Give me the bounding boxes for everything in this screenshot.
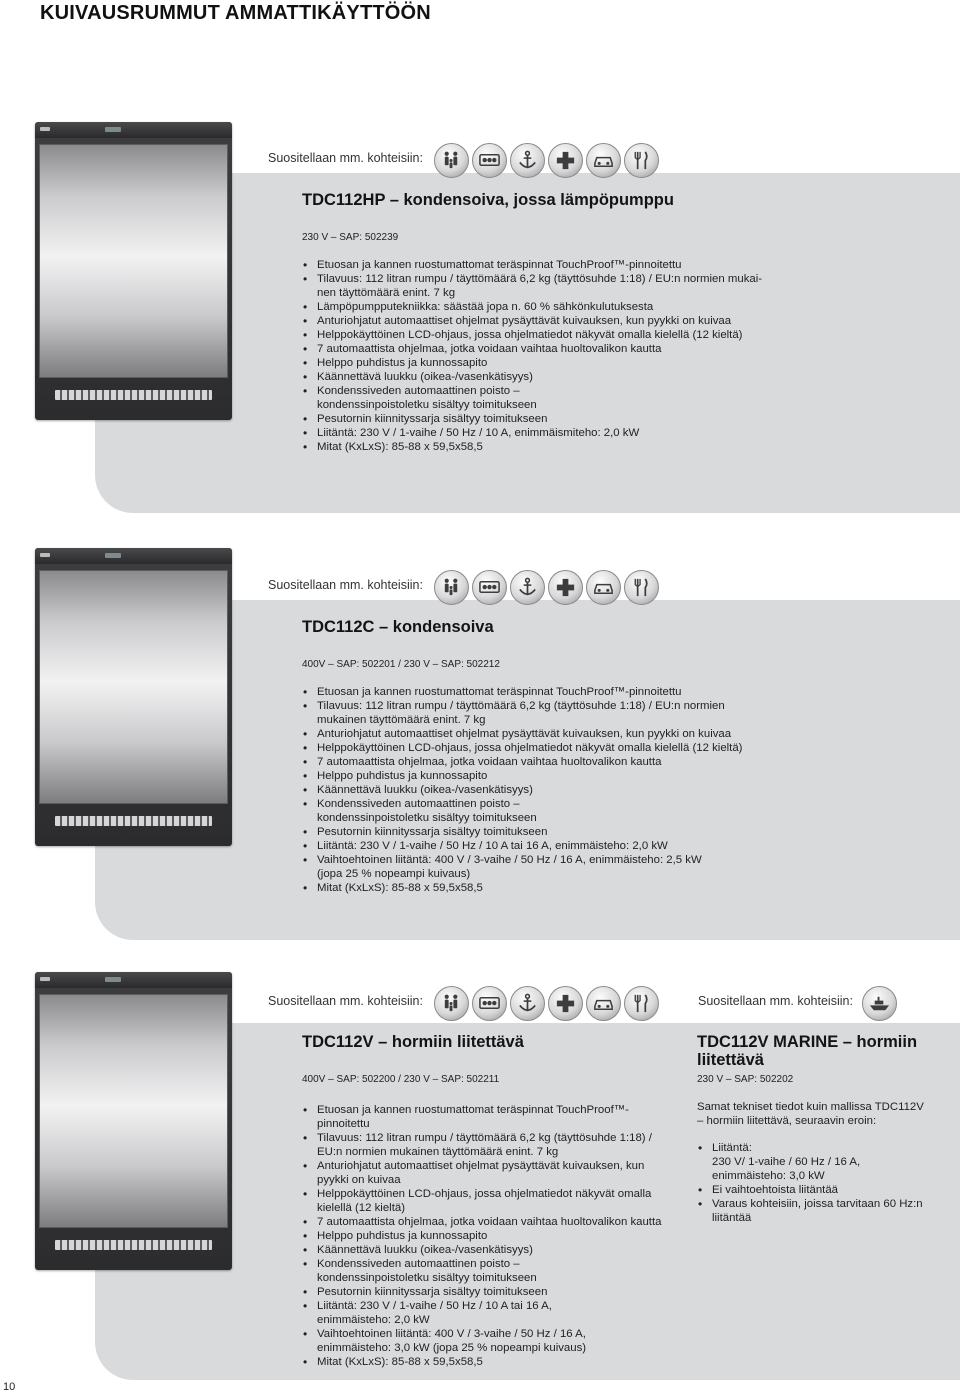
healthcare-cross-icon xyxy=(548,986,583,1021)
product-model-title: TDC112HP – kondensoiva, jossa lämpöpumppu xyxy=(302,191,674,209)
recommended-for-label: Suositellaan mm. kohteisiin: xyxy=(268,578,423,592)
family-care-icon xyxy=(434,143,469,178)
feature-item: • Ei vaihtoehtoista liitäntää xyxy=(697,1183,952,1197)
marine-anchor-icon xyxy=(510,986,545,1021)
feature-item: • Pesutornin kiinnityssarja sisältyy toimitukseen xyxy=(302,412,822,426)
marine-anchor-icon xyxy=(510,570,545,605)
feature-item: • Liitäntä: 230 V / 1-vaihe / 50 Hz / 10 A tai 16 A, enimmäisteho: 2,0 kW xyxy=(302,1299,692,1327)
product-model-title-marine: TDC112V MARINE – hormiin liitettävä xyxy=(697,1033,918,1069)
feature-item: • Etuosan ja kannen ruostumattomat teräspinnat TouchProof™- pinnoitettu xyxy=(302,1103,692,1131)
ship-icon xyxy=(862,986,897,1021)
feature-list xyxy=(302,685,822,895)
feature-item: • Tilavuus: 112 litran rumpu / täyttömäärä 6,2 kg (täyttösuhde 1:18) / EU:n normien mukai- nen täyttömäärä enint. 7 kg xyxy=(302,272,822,300)
product-model-title: TDC112V – hormiin liitettävä xyxy=(302,1033,524,1051)
feature-item: • Kondenssiveden automaattinen poisto – kondenssinpoistoletku sisältyy toimitukseen xyxy=(302,384,822,412)
product-sap-code: 400V – SAP: 502201 / 230 V – SAP: 502212 xyxy=(302,659,500,670)
family-care-icon xyxy=(434,570,469,605)
feature-item: • Pesutornin kiinnityssarja sisältyy toimitukseen xyxy=(302,825,822,839)
product-model-title: TDC112C – kondensoiva xyxy=(302,618,494,636)
car-wash-icon xyxy=(586,570,621,605)
feature-item: • 7 automaattista ohjelmaa, jotka voidaan vaihtaa huoltovalikon kautta xyxy=(302,1215,692,1229)
dryer-image-tdc112c xyxy=(35,548,232,846)
feature-item: • Tilavuus: 112 litran rumpu / täyttömäärä 6,2 kg (täyttösuhde 1:18) / EU:n normien mukainen täyttömäärä enint. 7 kg xyxy=(302,1131,692,1159)
product-sap-code-marine: 230 V – SAP: 502202 xyxy=(697,1074,794,1085)
use-case-icons xyxy=(434,143,659,178)
restaurant-cutlery-icon xyxy=(624,143,659,178)
healthcare-cross-icon xyxy=(548,143,583,178)
page-title: KUIVAUSRUMMUT AMMATTIKÄYTTÖÖN xyxy=(40,2,431,24)
marine-use-case-icons xyxy=(862,986,897,1021)
feature-item: • Anturiohjatut automaattiset ohjelmat pysäyttävät kuivauksen, kun pyykki on kuivaa xyxy=(302,727,822,741)
feature-item: • Helppo puhdistus ja kunnossapito xyxy=(302,769,822,783)
feature-item: • Helppokäyttöinen LCD-ohjaus, jossa ohjelmatiedot näkyvät omalla kielellä (12 kieltä) xyxy=(302,328,822,342)
feature-item: • Anturiohjatut automaattiset ohjelmat pysäyttävät kuivauksen, kun pyykki on kuivaa xyxy=(302,1159,692,1187)
healthcare-cross-icon xyxy=(548,570,583,605)
feature-item: • Helppokäyttöinen LCD-ohjaus, jossa ohjelmatiedot näkyvät omalla kielellä (12 kieltä) xyxy=(302,741,822,755)
feature-item: • Käännettävä luukku (oikea-/vasenkätisyys) xyxy=(302,783,822,797)
marine-anchor-icon xyxy=(510,143,545,178)
feature-item: • Helppo puhdistus ja kunnossapito xyxy=(302,1229,692,1243)
feature-item: • Mitat (KxLxS): 85-88 x 59,5x58,5 xyxy=(302,440,822,454)
laundry-shop-icon xyxy=(472,143,507,178)
feature-item: • Käännettävä luukku (oikea-/vasenkätisyys) xyxy=(302,370,822,384)
car-wash-icon xyxy=(586,986,621,1021)
feature-item: • Etuosan ja kannen ruostumattomat teräspinnat TouchProof™-pinnoitettu xyxy=(302,258,822,272)
feature-item: • Mitat (KxLxS): 85-88 x 59,5x58,5 xyxy=(302,881,822,895)
feature-item: • 7 automaattista ohjelmaa, jotka voidaan vaihtaa huoltovalikon kautta xyxy=(302,755,822,769)
feature-item: • Vaihtoehtoinen liitäntä: 400 V / 3-vaihe / 50 Hz / 16 A, enimmäisteho: 2,5 kW (jopa 25 % nopeampi kuivaus) xyxy=(302,853,822,881)
feature-item: • Kondenssiveden automaattinen poisto – kondenssinpoistoletku sisältyy toimitukseen xyxy=(302,1257,692,1285)
feature-item: • Liitäntä: 230 V / 1-vaihe / 50 Hz / 10 A tai 16 A, enimmäisteho: 2,0 kW xyxy=(302,839,822,853)
feature-item: • Vaihtoehtoinen liitäntä: 400 V / 3-vaihe / 50 Hz / 16 A, enimmäisteho: 3,0 kW (jopa 25 % nopeampi kuivaus) xyxy=(302,1327,692,1355)
recommended-for-label-marine: Suositellaan mm. kohteisiin: xyxy=(698,994,853,1008)
feature-item: • Kondenssiveden automaattinen poisto – kondenssinpoistoletku sisältyy toimitukseen xyxy=(302,797,822,825)
marine-intro-text: Samat tekniset tiedot kuin mallissa TDC112V – hormiin liitettävä, seuraavin eroin: xyxy=(697,1101,924,1127)
use-case-icons xyxy=(434,570,659,605)
feature-item: • Mitat (KxLxS): 85-88 x 59,5x58,5 xyxy=(302,1355,692,1369)
feature-item: • Anturiohjatut automaattiset ohjelmat pysäyttävät kuivauksen, kun pyykki on kuivaa xyxy=(302,314,822,328)
feature-item: • Varaus kohteisiin, joissa tarvitaan 60 Hz:n liitäntää xyxy=(697,1197,952,1225)
recommended-for-label: Suositellaan mm. kohteisiin: xyxy=(268,151,423,165)
product-sap-code: 400V – SAP: 502200 / 230 V – SAP: 502211 xyxy=(302,1074,500,1085)
feature-item: • Liitäntä: 230 V / 1-vaihe / 50 Hz / 10 A, enimmäismiteho: 2,0 kW xyxy=(302,426,822,440)
car-wash-icon xyxy=(586,143,621,178)
restaurant-cutlery-icon xyxy=(624,570,659,605)
feature-list xyxy=(302,1103,692,1369)
feature-item: • Helppo puhdistus ja kunnossapito xyxy=(302,356,822,370)
page-number: 10 xyxy=(3,1381,16,1393)
use-case-icons xyxy=(434,986,659,1021)
feature-item: • Käännettävä luukku (oikea-/vasenkätisyys) xyxy=(302,1243,692,1257)
feature-list xyxy=(302,258,822,454)
dryer-image-tdc112hp xyxy=(35,122,232,420)
feature-item: • Etuosan ja kannen ruostumattomat teräspinnat TouchProof™-pinnoitettu xyxy=(302,685,822,699)
recommended-for-label: Suositellaan mm. kohteisiin: xyxy=(268,994,423,1008)
marine-feature-list xyxy=(697,1141,952,1225)
feature-item: • Lämpöpumpputekniikka: säästää jopa n. 60 % sähkönkulutuksesta xyxy=(302,300,822,314)
laundry-shop-icon xyxy=(472,986,507,1021)
feature-item: • Liitäntä: 230 V/ 1-vaihe / 60 Hz / 16 A, enimmäisteho: 3,0 kW xyxy=(697,1141,952,1183)
feature-item: • Pesutornin kiinnityssarja sisältyy toimitukseen xyxy=(302,1285,692,1299)
feature-item: • Helppokäyttöinen LCD-ohjaus, jossa ohjelmatiedot näkyvät omalla kielellä (12 kieltä) xyxy=(302,1187,692,1215)
product-sap-code: 230 V – SAP: 502239 xyxy=(302,232,399,243)
restaurant-cutlery-icon xyxy=(624,986,659,1021)
dryer-image-tdc112v xyxy=(35,972,232,1270)
laundry-shop-icon xyxy=(472,570,507,605)
family-care-icon xyxy=(434,986,469,1021)
feature-item: • Tilavuus: 112 litran rumpu / täyttömäärä 6,2 kg (täyttösuhde 1:18) / EU:n normien mukainen täyttömäärä enint. 7 kg xyxy=(302,699,822,727)
feature-item: • 7 automaattista ohjelmaa, jotka voidaan vaihtaa huoltovalikon kautta xyxy=(302,342,822,356)
